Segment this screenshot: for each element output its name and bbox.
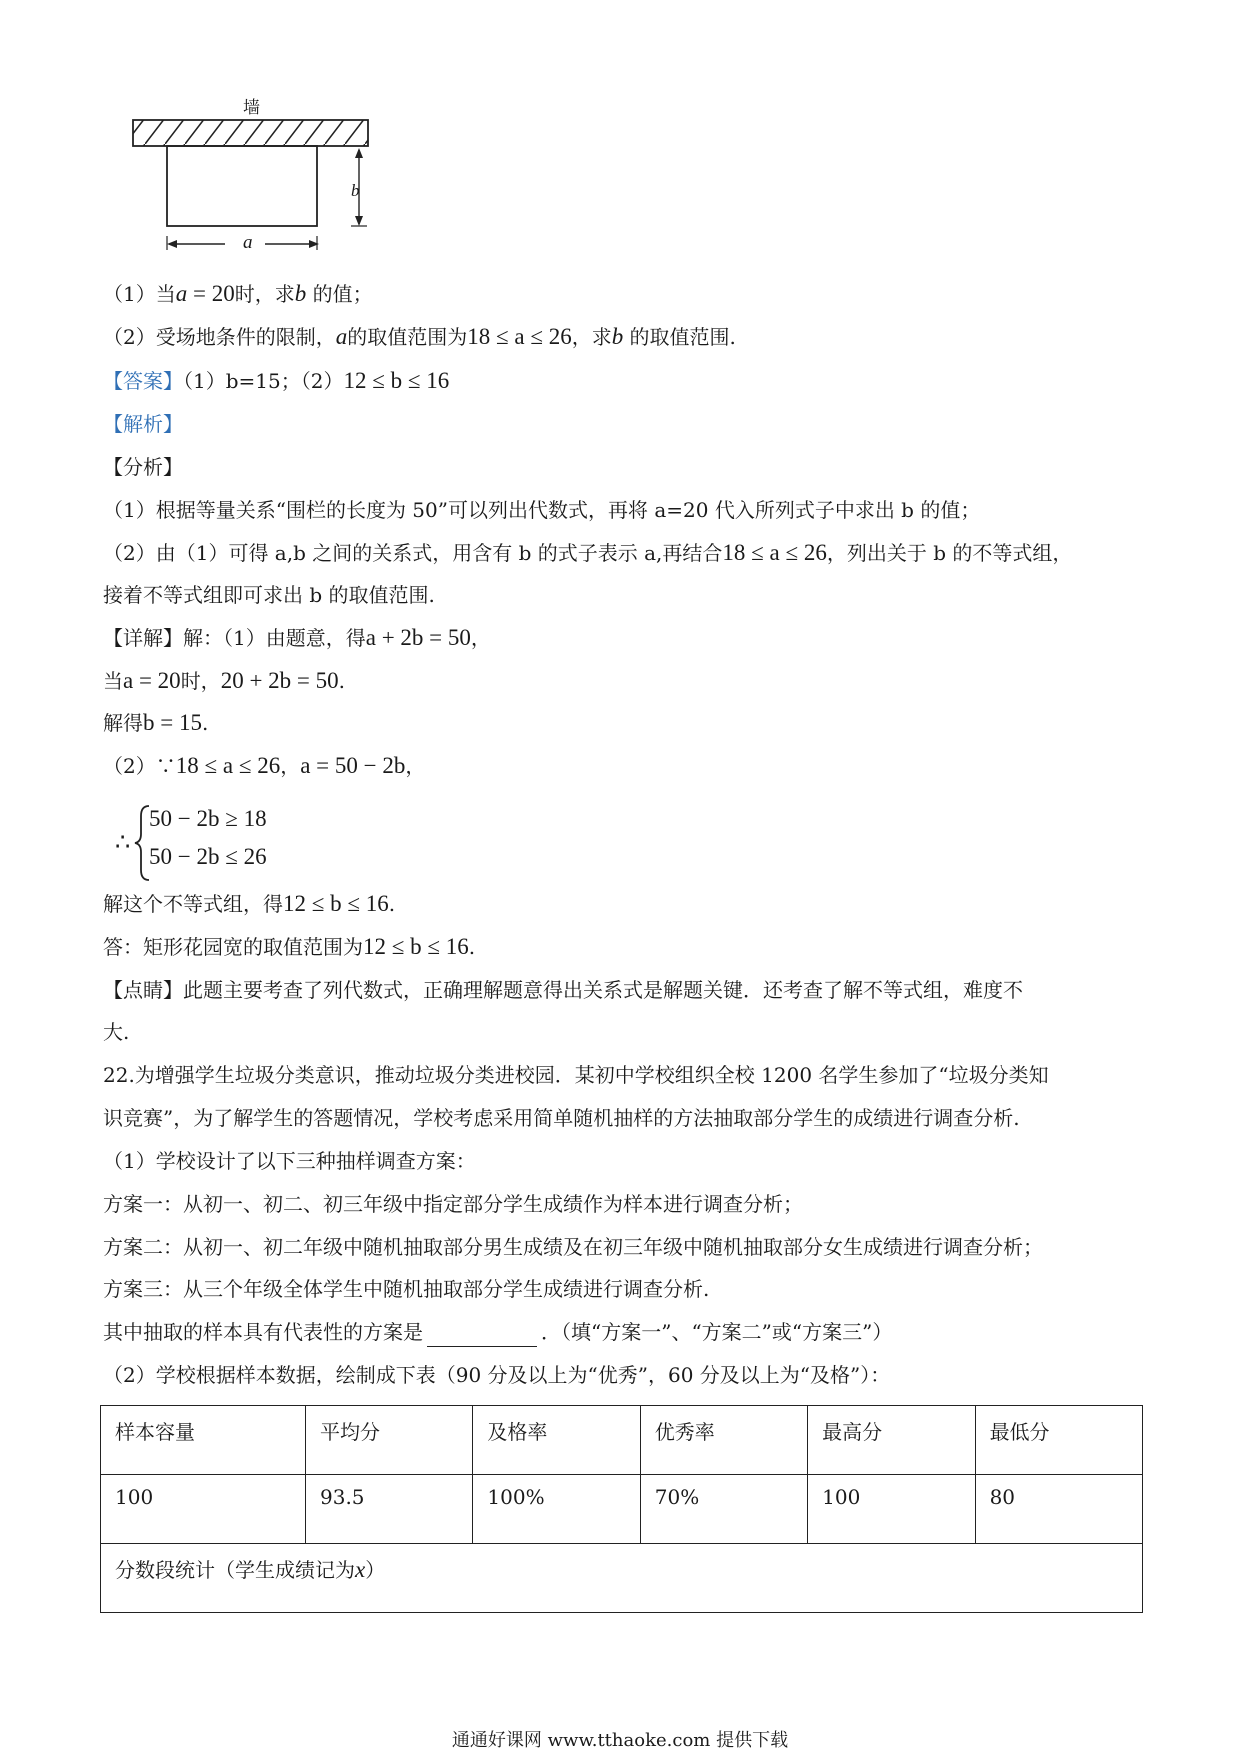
detail-line-2: 当a = 20时，20 + 2b = 50.	[103, 668, 345, 693]
a-arrow-left	[167, 240, 177, 248]
fenxi-p1: （1）根据等量关系“围栏的长度为 50”可以列出代数式，再将 a=20 代入所列式子中求出 b 的值；	[103, 498, 981, 522]
table-row	[101, 1475, 1143, 1544]
dianjing-line: 【点睛】此题主要考查了列代数式，正确理解题意得出关系式是解题关键．还考查了解不等式组，难度不	[103, 978, 1023, 1002]
answer-line: 【答案】（1）b=15；（2）12 ≤ b ≤ 16	[103, 368, 450, 393]
answer-tag: 【答案】	[103, 369, 183, 393]
value-cell: 100	[808, 1475, 975, 1544]
header-cell: 优秀率	[640, 1406, 807, 1475]
fenxi-tag: 【分析】	[103, 455, 183, 479]
value-cell: 70%	[640, 1475, 807, 1544]
detail-line-4: （2）∵18 ≤ a ≤ 26，a = 50 − 2b，	[103, 753, 426, 778]
q22-line-8: （2）学校根据样本数据，绘制成下表（90 分及以上为“优秀”，60 分及以上为“及格”）：	[103, 1363, 891, 1387]
header-cell: 最低分	[975, 1406, 1142, 1475]
page-footer: 通通好课网 www.tthaoke.com 提供下载	[451, 1730, 789, 1751]
inequality-2: 50 − 2b ≤ 26	[149, 844, 267, 869]
value-cell: 80	[975, 1475, 1142, 1544]
header-cell: 样本容量	[101, 1406, 306, 1475]
detail-line-6: 答：矩形花园宽的取值范围为12 ≤ b ≤ 16.	[103, 934, 476, 959]
detail-line-5: 解这个不等式组，得12 ≤ b ≤ 16.	[103, 891, 396, 916]
b-label: b	[351, 181, 360, 200]
b-arrow-up	[355, 148, 363, 158]
table-header-row	[101, 1406, 1143, 1475]
value-cell: 100%	[473, 1475, 640, 1544]
therefore-symbol: ∴	[115, 828, 131, 856]
wall-label: 墙	[243, 98, 260, 118]
analysis-tag: 【解析】	[103, 412, 183, 436]
answer-blank[interactable]	[427, 1324, 537, 1347]
detail-line-3: 解得b = 15.	[103, 710, 209, 735]
header-cell: 及格率	[473, 1406, 640, 1475]
value-cell: 93.5	[306, 1475, 473, 1544]
b-arrow-down	[355, 216, 363, 226]
q22-plan-1: 方案一：从初一、初二、初三年级中指定部分学生成绩作为样本进行调查分析；	[103, 1192, 803, 1216]
a-label: a	[243, 232, 253, 253]
dianjing-line-2: 大.	[103, 1020, 130, 1044]
value-cell: 100	[101, 1475, 306, 1544]
wall	[133, 120, 368, 146]
q22-line-1: 22.为增强学生垃圾分类意识，推动垃圾分类进校园．某初中学校组织全校 1200 名学生参加了“垃圾分类知	[103, 1063, 1049, 1087]
detail-line-1: 【详解】解：（1）由题意，得a + 2b = 50，	[103, 625, 491, 650]
score-table	[100, 1405, 1143, 1613]
header-cell: 最高分	[808, 1406, 975, 1475]
q22-line-7: 其中抽取的样本具有代表性的方案是 ．（填“方案一”、“方案二”或“方案三”）	[103, 1317, 892, 1347]
table-footer-row	[101, 1544, 1143, 1613]
inequality-1: 50 − 2b ≥ 18	[149, 806, 267, 831]
question-part-1: （1）当a = 20时，求b 的值；	[103, 281, 373, 306]
q22-line-2: 识竞赛”，为了解学生的答题情况，学校考虑采用简单随机抽样的方法抽取部分学生的成绩进行调查分析.	[103, 1106, 1020, 1130]
q22-plan-3: 方案三：从三个年级全体学生中随机抽取部分学生成绩进行调查分析.	[103, 1277, 710, 1301]
q22-plan-2: 方案二：从初一、初二年级中随机抽取部分男生成绩及在初三年级中随机抽取部分女生成绩进行调查分析；	[103, 1235, 1043, 1259]
fenxi-p3: 接着不等式组即可求出 b 的取值范围.	[103, 583, 435, 607]
header-cell: 平均分	[306, 1406, 473, 1475]
score-segment-cell: 分数段统计（学生成绩记为x）	[101, 1544, 1143, 1613]
question-part-2: （2）受场地条件的限制，a的取值范围为18 ≤ a ≤ 26，求b 的取值范围.	[103, 324, 736, 349]
fenxi-p2: （2）由（1）可得 a,b 之间的关系式，用含有 b 的式子表示 a,再结合18 ≤ a ≤ 26，列出关于 b 的不等式组，	[103, 540, 1073, 565]
q22-line-3: （1）学校设计了以下三种抽样调查方案：	[103, 1149, 476, 1173]
garden-rectangle	[167, 146, 317, 226]
